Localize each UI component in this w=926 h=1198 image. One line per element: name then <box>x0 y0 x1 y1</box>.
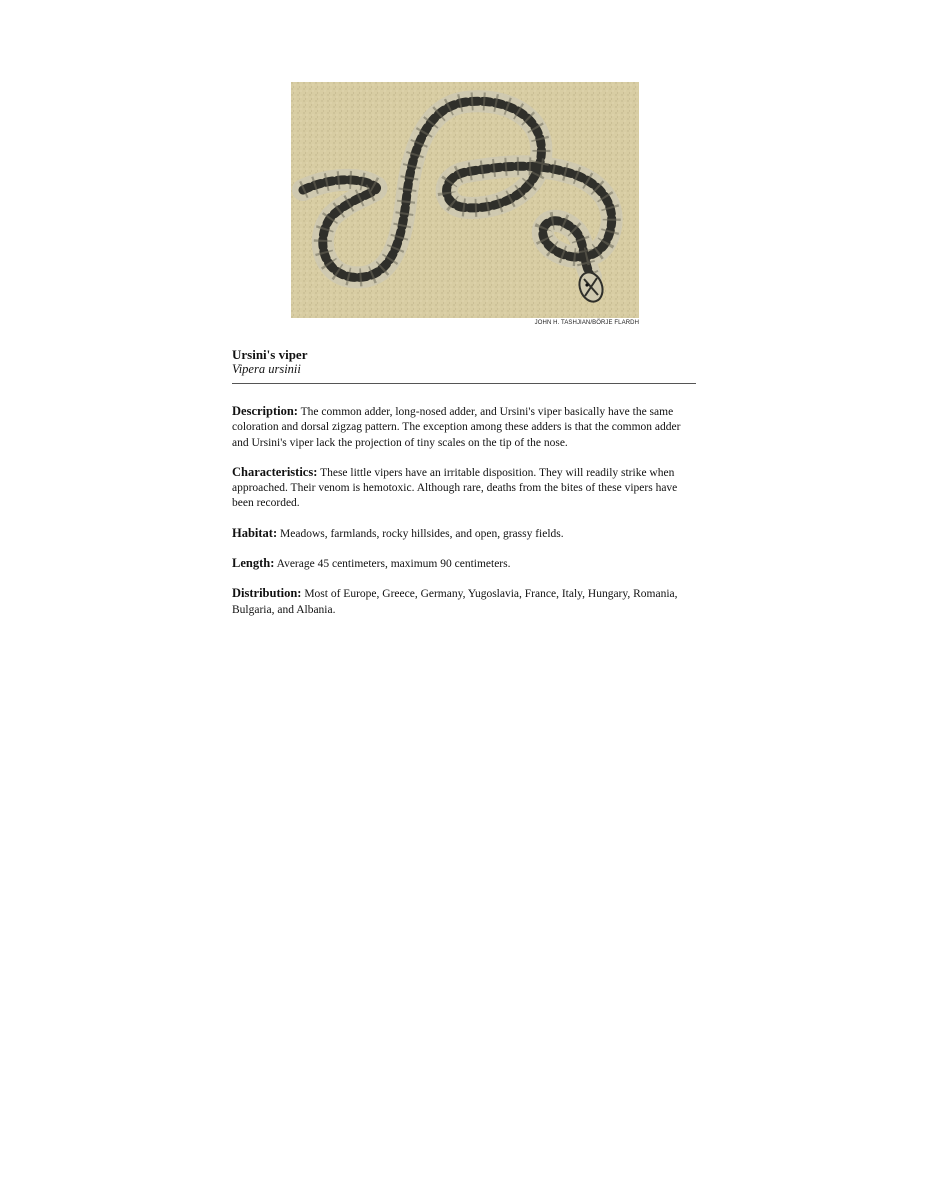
scientific-name: Vipera ursinii <box>232 362 301 376</box>
habitat-label: Habitat: <box>232 525 278 540</box>
characteristics-paragraph <box>232 465 698 512</box>
habitat-paragraph <box>232 526 698 542</box>
length-label: Length: <box>232 556 275 571</box>
description-paragraph <box>232 404 698 451</box>
habitat-text: Meadows, farmlands, rocky hillsides, and open, grassy fields. <box>280 527 564 540</box>
length-paragraph <box>232 556 698 572</box>
species-details <box>232 404 698 632</box>
description-text: The common adder, long-nosed adder, and Ursini's viper basically have the same coloration and dorsal zigzag pattern. The exception among these adders is that the common adder and Ursini's viper lack the projection of tiny scales on the tip of the nose. <box>232 406 681 449</box>
photo-credit: JOHN H. TASHJIAN/BÖRJE FLARDH <box>534 320 639 326</box>
species-heading <box>232 347 696 376</box>
common-name: Ursini's viper <box>232 347 308 362</box>
characteristics-label: Characteristics: <box>232 464 318 479</box>
viper-illustration <box>291 82 639 318</box>
length-text: Average 45 centimeters, maximum 90 centimeters. <box>276 558 511 571</box>
distribution-text: Most of Europe, Greece, Germany, Yugoslavia, France, Italy, Hungary, Romania, Bulgaria, and Albania. <box>232 588 678 616</box>
characteristics-text: These little vipers have an irritable disposition. They will readily strike when approached. Their venom is hemotoxic. Although rare, deaths from the bites of these vipers have been recorded. <box>232 466 678 510</box>
distribution-label: Distribution: <box>232 586 302 601</box>
viper-photo <box>291 82 639 318</box>
distribution-paragraph <box>232 586 698 618</box>
description-label: Description: <box>232 404 298 418</box>
divider <box>232 383 696 384</box>
